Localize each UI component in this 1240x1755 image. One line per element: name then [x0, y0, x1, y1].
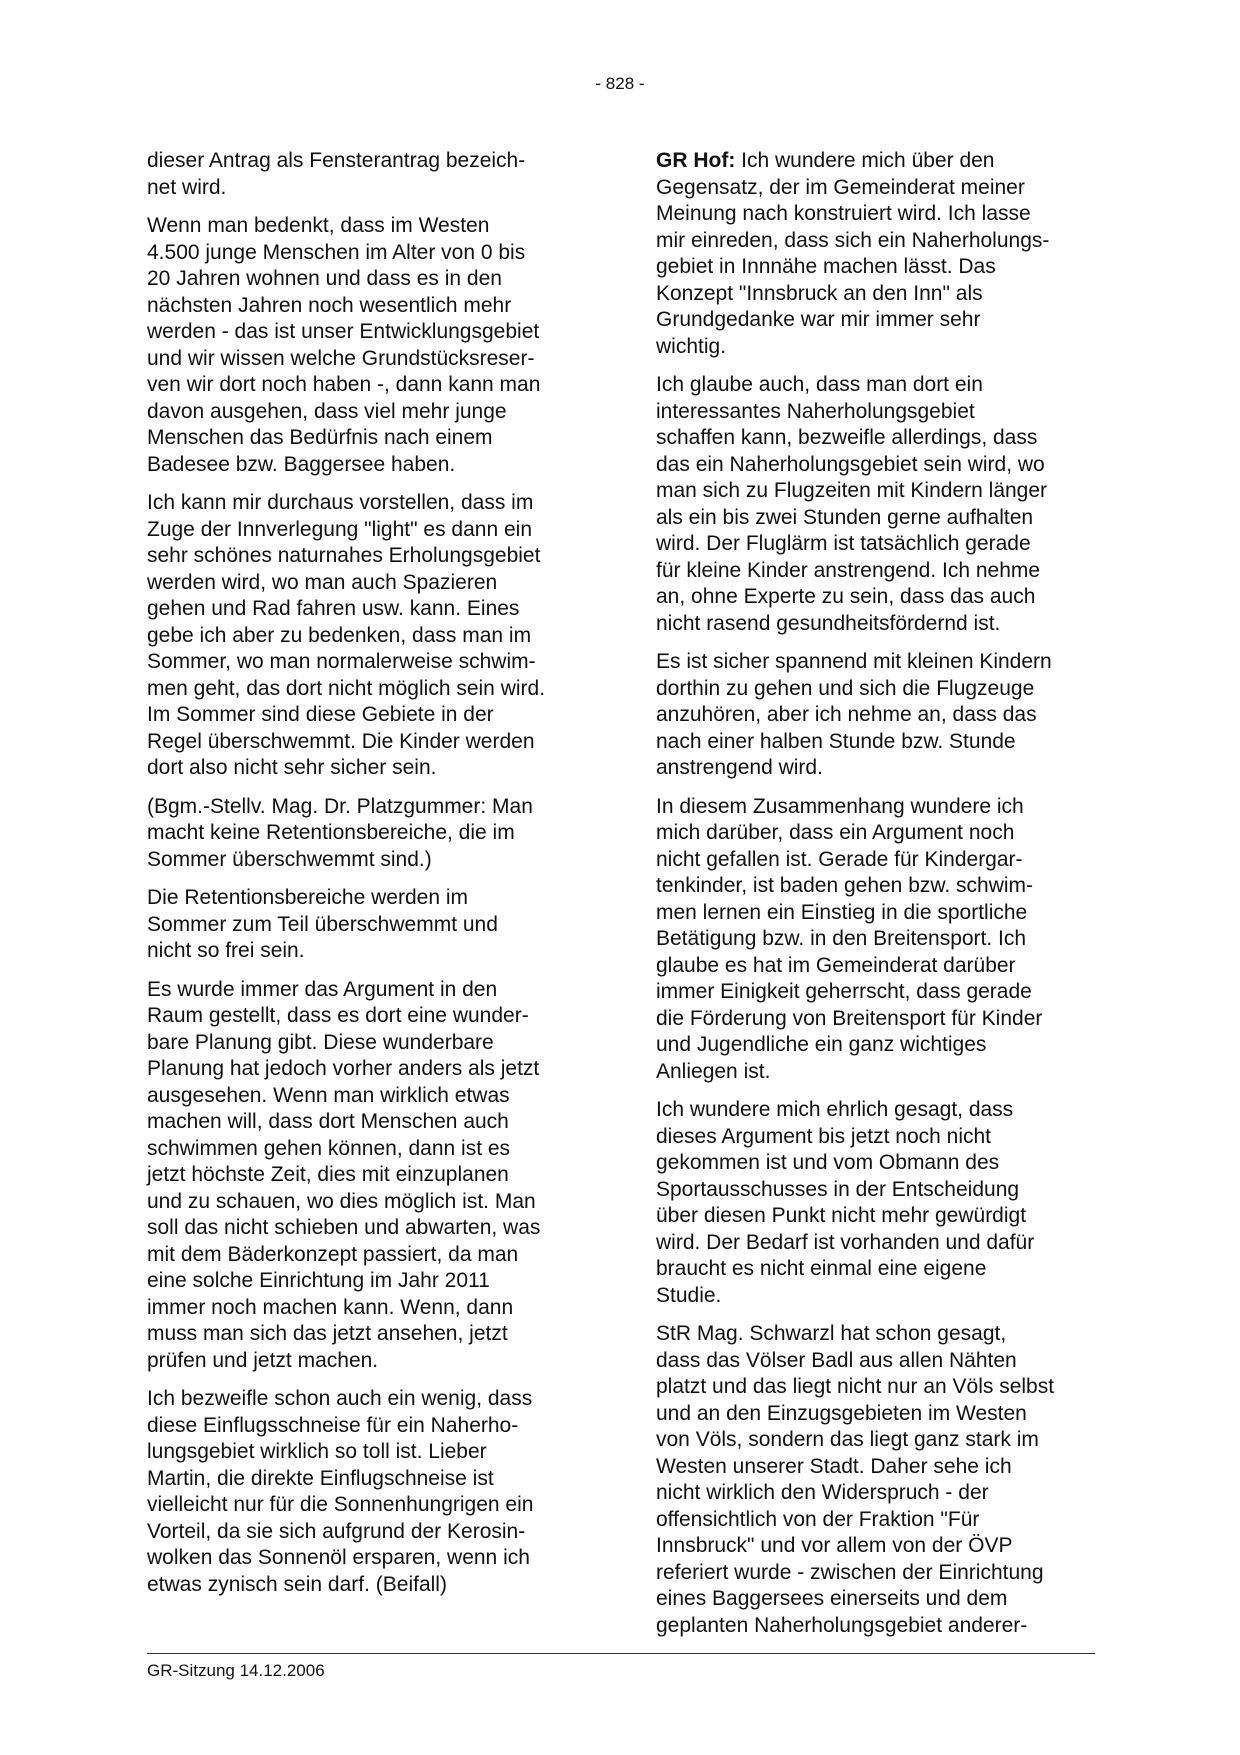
- speaker-paragraph: [656, 148, 1096, 360]
- paragraph: Ich kann mir durchaus vorstellen, dass im Zuge der Innverlegung "light" es dann ein sehr schönes naturnahes Erholungsgebiet werden wird, wo man auch Spazieren gehen und Rad fahren usw. kann. Eines gebe ich aber zu bedenken, dass man im Sommer, wo man normalerweise schwim- men geht, das dort nicht möglich sein wird. Im Sommer sind diese Gebiete in der Regel überschwemmt. Die Kinder werden dort also nicht sehr sicher sein.: [147, 491, 546, 779]
- footer-divider: [147, 1653, 1095, 1654]
- paragraph: Ich wundere mich ehrlich gesagt, dass dieses Argument bis jetzt noch nicht gekommen ist und vom Obmann des Sportausschusses in der Entscheidung über diesen Punkt nicht mehr gewürdigt wird. Der Bedarf ist vorhanden und dafür braucht es nicht einmal eine eigene Studie.: [656, 1098, 1035, 1307]
- paragraph: Die Retentionsbereiche werden im Sommer zum Teil überschwemmt und nicht so frei sein.: [147, 886, 498, 962]
- paragraph: Es wurde immer das Argument in den Raum gestellt, dass es dort eine wunder- bare Planung gibt. Diese wunderbare Planung hat jedoch vorher anders als jetzt ausgesehen. Wenn man wirklich etwas machen will, dass dort Menschen auch schwimmen gehen können, dann ist es jetzt höchste Zeit, dies mit einzuplanen und zu schauen, wo dies möglich ist. Man soll das nicht schieben und abwarten, was mit dem Bäderkonzept passiert, da man eine solche Einrichtung im Jahr 2011 immer noch machen kann. Wenn, dann muss man sich das jetzt ansehen, jetzt prüfen und jetzt machen.: [147, 977, 541, 1372]
- paragraph: StR Mag. Schwarzl hat schon gesagt, dass das Völser Badl aus allen Nähten platzt und das liegt nicht nur an Völs selbst und an den Einzugsgebieten im Westen von Völs, sondern das liegt ganz stark im Westen unserer Stadt. Daher sehe ich nicht wirklich den Widerspruch - der offensichtlich von der Fraktion "Für Innsbruck" und vor allem von der ÖVP referiert wurde - zwischen der Einrichtung eines Baggersees einerseits und dem geplanten Naherholungsgebiet anderer-: [656, 1322, 1055, 1637]
- speaker-text: Ich wundere mich über den Gegensatz, der im Gemeinderat meiner Meinung nach konstruiert wird. Ich lasse mir einreden, dass sich ein Naherholungs- gebiet in Innnähe machen lässt. Das Konzept "Innsbruck an den Inn" als Grundgedanke war mir immer sehr wichtig.: [656, 149, 1050, 358]
- left-column: [147, 148, 587, 1610]
- paragraph: Wenn man bedenkt, dass im Westen 4.500 junge Menschen im Alter von 0 bis 20 Jahren wohnen und dass es in den nächsten Jahren noch wesentlich mehr werden - das ist unser Entwicklungsgebiet und wir wissen welche Grundstücksreser- ven wir dort noch haben -, dann kann man davon ausgehen, dass viel mehr junge Menschen das Bedürfnis nach einem Badesee bzw. Baggersee haben.: [147, 214, 541, 476]
- footer-text: GR-Sitzung 14.12.2006: [147, 1661, 325, 1680]
- speaker-name: GR Hof:: [656, 149, 736, 172]
- paragraph: Es ist sicher spannend mit kleinen Kindern dorthin zu gehen und sich die Flugzeuge anzuhören, aber ich nehme an, dass das nach einer halben Stunde bzw. Stunde anstrengend wird.: [656, 650, 1052, 779]
- paragraph: dieser Antrag als Fensterantrag bezeich- net wird.: [147, 149, 526, 199]
- paragraph: Ich bezweifle schon auch ein wenig, dass diese Einflugsschneise für ein Naherho- lungsgebiet wirklich so toll ist. Lieber Martin, die direkte Einflugschneise ist vielleicht nur für die Sonnenhungrigen ein Vorteil, da sie sich aufgrund der Kerosin- wolken das Sonnenöl ersparen, wenn ich etwas zynisch sein darf. (Beifall): [147, 1387, 534, 1596]
- paragraph: (Bgm.-Stellv. Mag. Dr. Platzgummer: Man macht keine Retentionsbereiche, die im Sommer überschwemmt sind.): [147, 794, 533, 871]
- page-number: - 828 -: [595, 74, 645, 93]
- right-column: [656, 148, 1096, 1651]
- paragraph: In diesem Zusammenhang wundere ich mich darüber, dass ein Argument noch nicht gefallen ist. Gerade für Kindergar- tenkinder, ist baden gehen bzw. schwim- men lernen ein Einstieg in die sportliche Betätigung bzw. in den Breitensport. Ich glaube es hat im Gemeinderat darüber immer Einigkeit geherrscht, dass gerade die Förderung von Breitensport für Kinder und Jugendliche ein ganz wichtiges Anliegen ist.: [656, 794, 1043, 1083]
- paragraph: Ich glaube auch, dass man dort ein interessantes Naherholungsgebiet schaffen kann, bezweifle allerdings, dass das ein Naherholungsgebiet sein wird, wo man sich zu Flugzeiten mit Kindern länger als ein bis zwei Stunden gerne aufhalten wird. Der Fluglärm ist tatsächlich gerade für kleine Kinder anstrengend. Ich nehme an, ohne Experte zu sein, dass das auch nicht rasend gesundheitsfördernd ist.: [656, 373, 1048, 635]
